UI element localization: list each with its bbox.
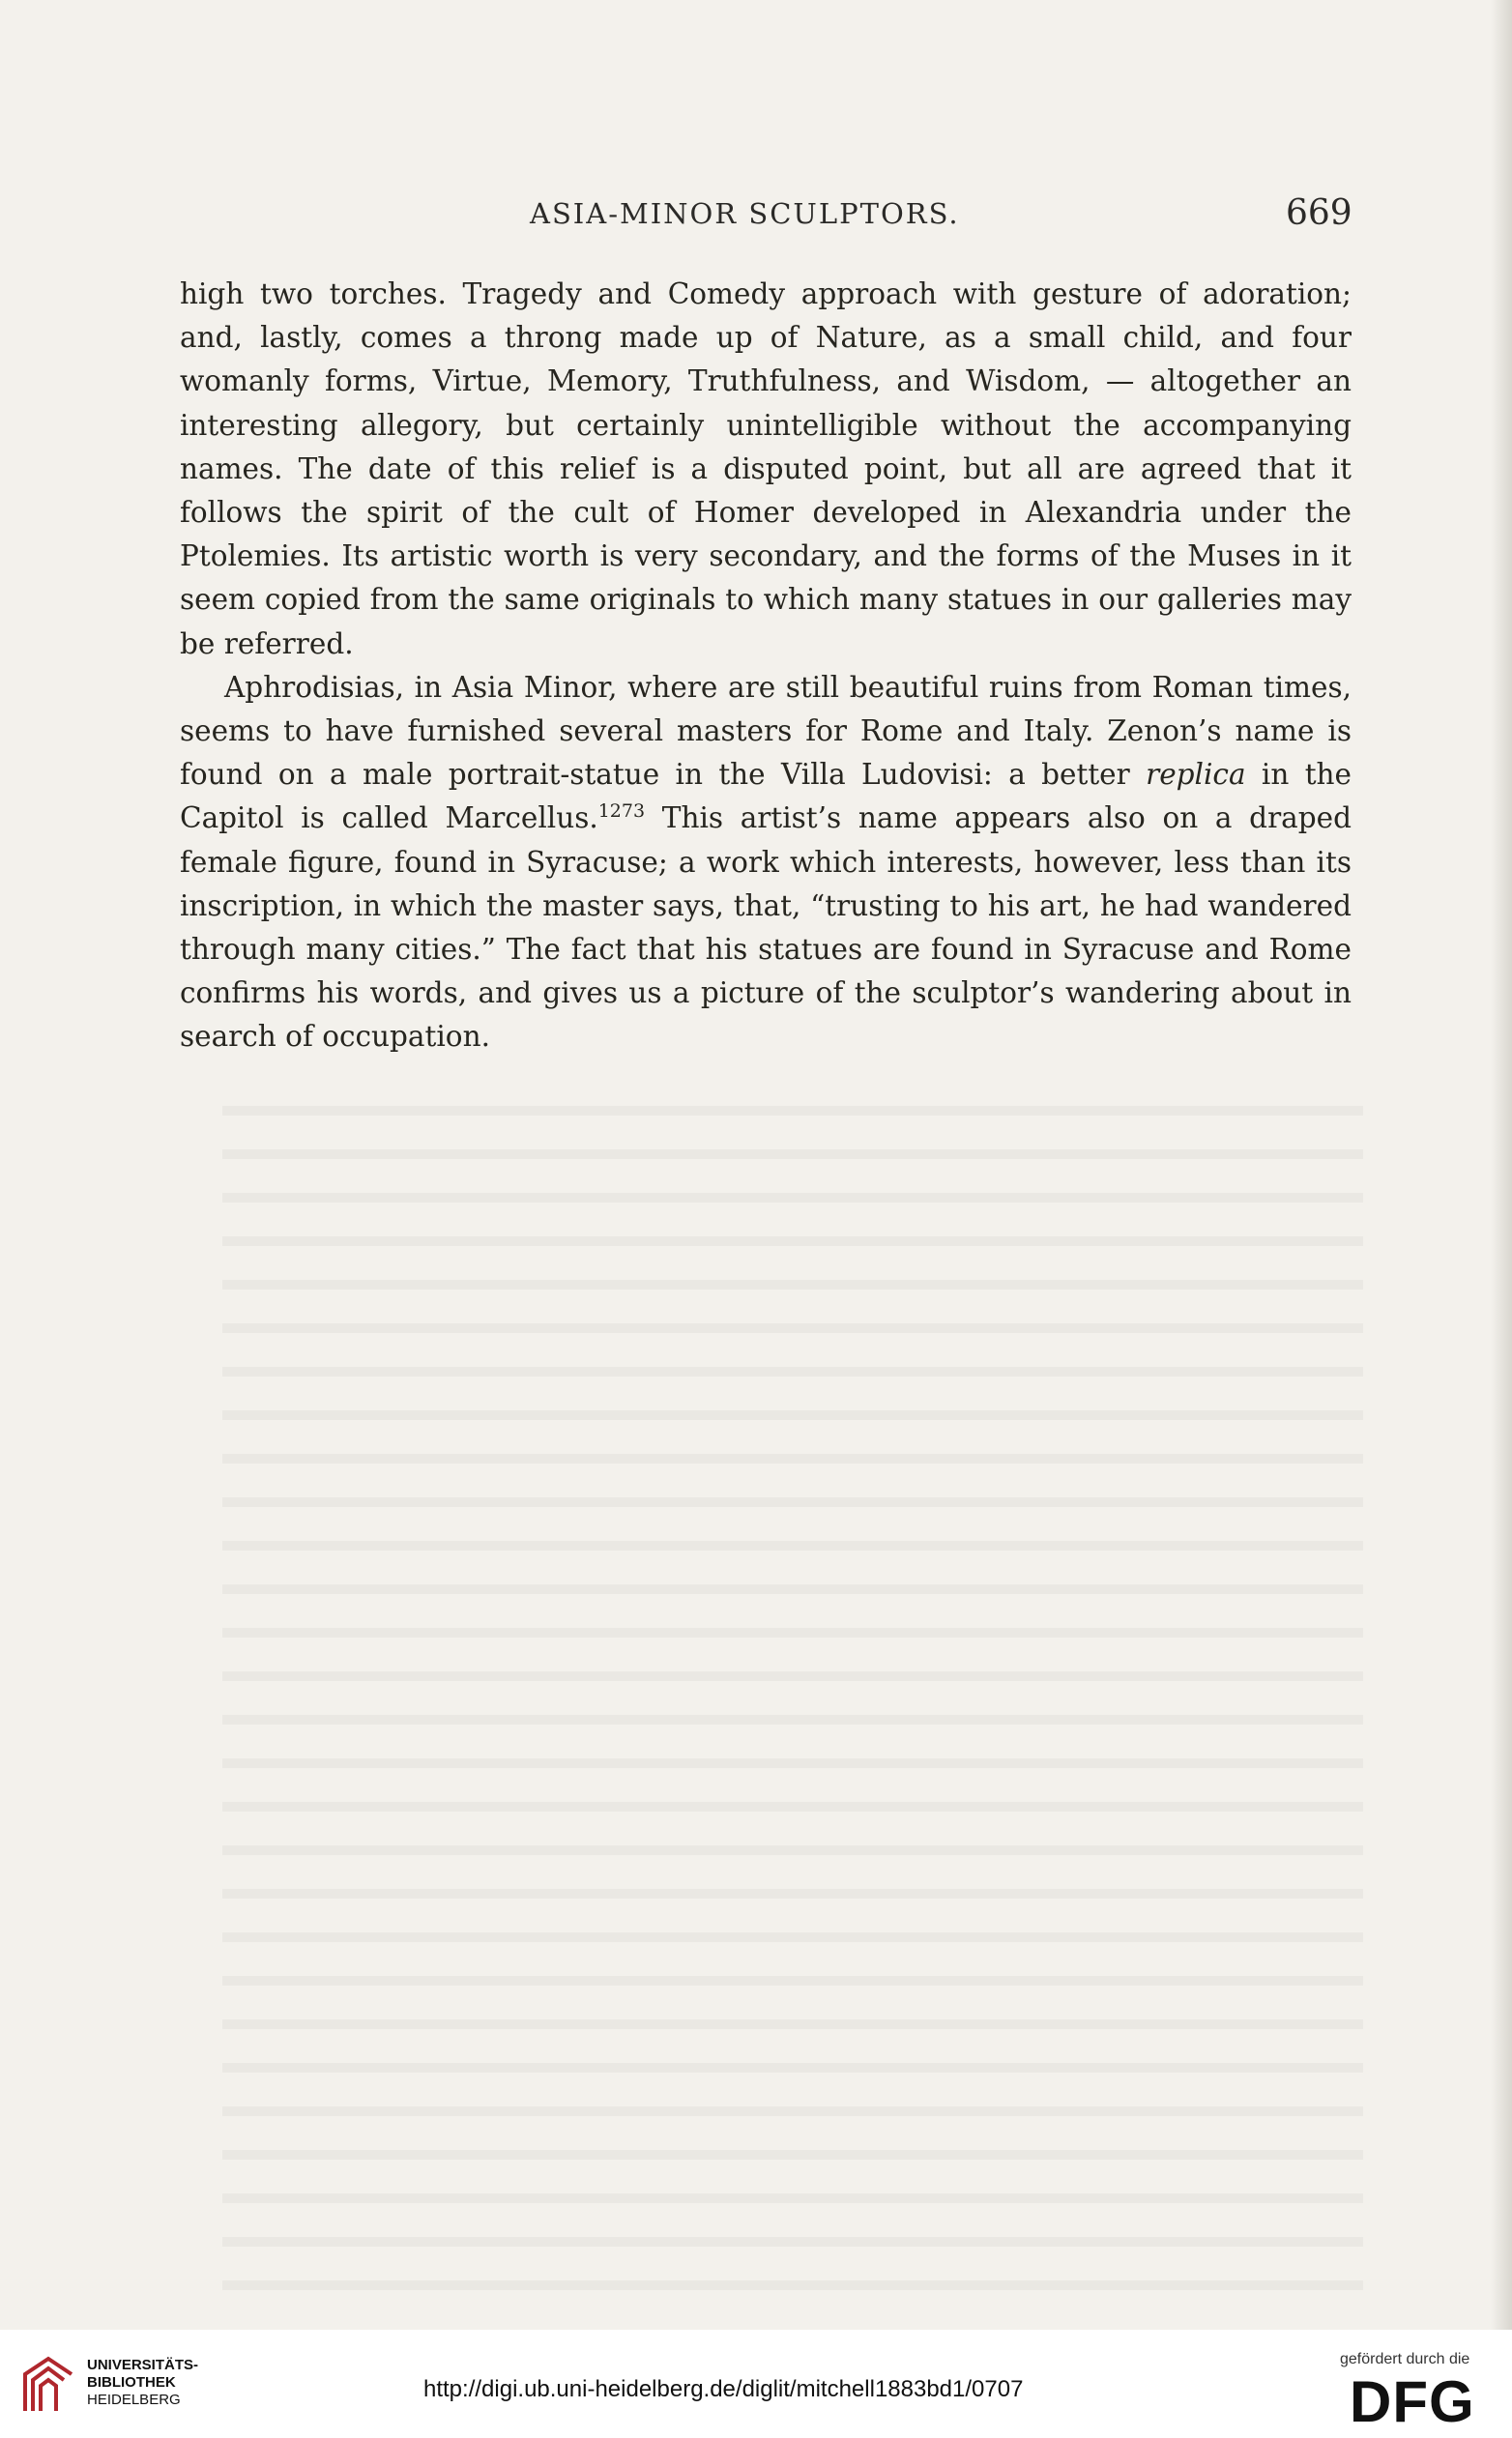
paragraph-1: high two torches. Tragedy and Comedy approach with gesture of adoration; and, lastly, comes a throng made up of Nature, as a small child, and four womanly forms, Virtue, Memory, Truthfulness, and Wisdom, — altogether an interesting allegory, but certainly unintelligible without the accompanying names. The date of this relief is a disputed point, but all are agreed that it follows the spirit of the cult of Homer developed in Alexandria under the Ptolemies. Its artistic worth is very secondary, and the forms of the Muses in it seem copied from the same originals to which many statues in our galleries may be referred.	[180, 277, 1352, 660]
paragraph-2	[180, 666, 1352, 1059]
funded-by-label: gefördert durch die	[1340, 2351, 1470, 2367]
italic-word-replica: replica	[1146, 758, 1246, 792]
library-name-line-2: BIBLIOTHEK	[87, 2374, 176, 2391]
running-head	[0, 193, 1512, 242]
paragraph-2-part-a: Aphrodisias, in Asia Minor, where are still beautiful ruins from Roman times, seems to have furnished several masters for Rome and Italy. Zenon’s name is found on a male portrait-statue in the Villa Ludovisi: a better	[180, 670, 1352, 792]
paragraph-2-part-b: in the Capitol is called Marcellus.	[180, 758, 1352, 835]
library-logo-icon	[19, 2353, 77, 2417]
dfg-logo: DFG	[1350, 2369, 1475, 2434]
library-name	[87, 2357, 198, 2409]
paragraph-2-part-c: This artist’s name appears also on a draped female figure, found in Syracuse; a work which interests, however, less than its inscription, in which the master says, that, “trusting to his art, he had wandered through many cities.” The fact that his statues are found in Syracuse and Rome confirms his words, and gives us a picture of the sculptor’s wandering about in search of occupation.	[180, 801, 1352, 1054]
body-text	[180, 273, 1352, 1059]
library-name-line-3: HEIDELBERG	[87, 2392, 181, 2408]
page-edge-shadow	[1491, 0, 1512, 2330]
digitization-footer	[0, 2330, 1512, 2438]
show-through-text	[222, 1083, 1363, 2301]
footnote-reference[interactable]: 1273	[597, 800, 646, 823]
page-number: 669	[1286, 193, 1352, 233]
library-name-line-1: UNIVERSITÄTS-	[87, 2357, 199, 2373]
permalink-url[interactable]: http://digi.ub.uni-heidelberg.de/diglit/mitchell1883bd1/0707	[423, 2376, 1024, 2402]
running-head-title: ASIA-MINOR SCULPTORS.	[530, 197, 960, 230]
